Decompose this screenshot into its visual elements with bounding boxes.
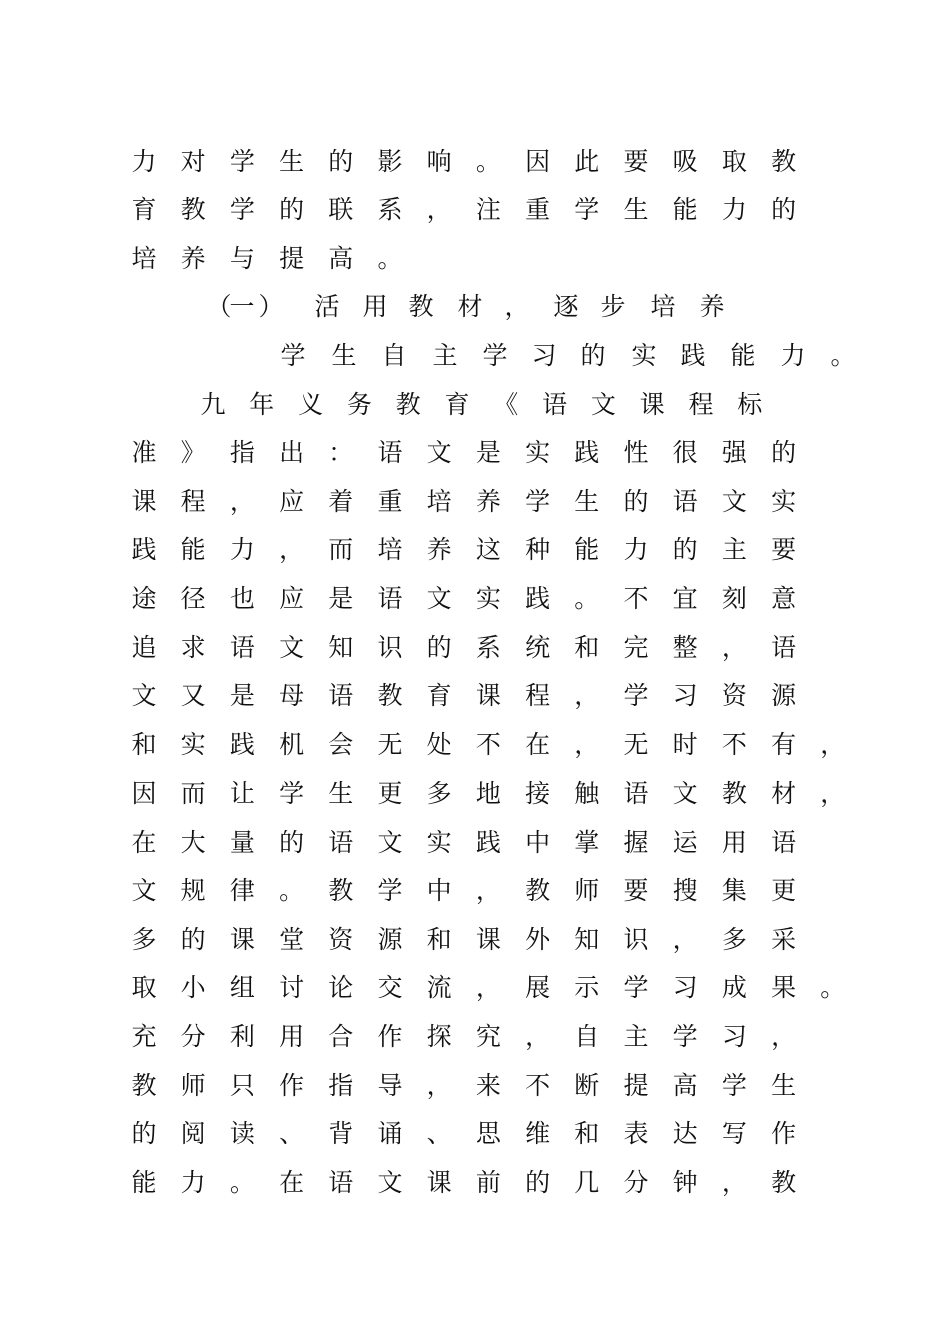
text-char: ，: [574, 681, 600, 710]
text-char: 生: [574, 487, 600, 516]
text-char: 因: [525, 147, 551, 176]
text-char: 力: [780, 341, 806, 370]
text-char: 与: [229, 244, 255, 273]
text-char: 学: [280, 341, 306, 370]
text-char: 果: [771, 973, 797, 1002]
text-char: ，: [820, 730, 846, 759]
text-char: 程: [688, 390, 714, 419]
text-char: 机: [279, 730, 305, 759]
text-char: 律: [229, 876, 255, 905]
text-char: 主: [432, 341, 458, 370]
text-char: 生: [328, 779, 354, 808]
text-char: 教: [395, 390, 421, 419]
text-char: 追: [131, 633, 157, 662]
text-char: 课: [131, 487, 157, 516]
text-char: ，: [279, 535, 305, 564]
text-char: 践: [574, 438, 600, 467]
text-char: 高: [672, 1071, 698, 1100]
text-char: 文: [279, 633, 305, 662]
text-char: 大: [180, 828, 206, 857]
text-char: 学: [525, 487, 551, 516]
text-char: 写: [721, 1119, 747, 1148]
text-char: 也: [229, 584, 255, 613]
text-char: 文: [131, 876, 157, 905]
text-char: 务: [346, 390, 372, 419]
text-char: 指: [328, 1071, 354, 1100]
text-char: 触: [574, 779, 600, 808]
text-char: 。: [279, 876, 305, 905]
text-char: 习: [672, 681, 698, 710]
text-char: 握: [623, 828, 649, 857]
text-char: 源: [377, 925, 403, 954]
text-char: 学: [574, 195, 600, 224]
text-char: 的: [279, 195, 305, 224]
text-char: 着: [328, 487, 354, 516]
text-char: 此: [574, 147, 600, 176]
text-char: 成: [721, 973, 747, 1002]
text-char: 交: [377, 973, 403, 1002]
text-char: 和: [426, 925, 452, 954]
text-char: 力: [131, 147, 157, 176]
text-char: 探: [426, 1022, 452, 1051]
text-char: 作: [279, 1071, 305, 1100]
text-char: 语: [771, 633, 797, 662]
text-char: 生: [331, 341, 357, 370]
text-char: 材: [457, 292, 483, 321]
text-char: 是: [475, 438, 501, 467]
text-char: 育: [444, 390, 470, 419]
text-char: ，: [721, 633, 747, 662]
text-char: 知: [328, 633, 354, 662]
text-char: 实: [631, 341, 657, 370]
text-char: 教: [328, 876, 354, 905]
text-char: 要: [623, 876, 649, 905]
text-char: 习: [531, 341, 557, 370]
text-char: 教: [408, 292, 434, 321]
text-char: 读: [229, 1119, 255, 1148]
text-char: 途: [131, 584, 157, 613]
text-char: 语: [771, 828, 797, 857]
text-char: 培: [131, 244, 157, 273]
text-char: 刻: [721, 584, 747, 613]
text-char: 不: [623, 584, 649, 613]
text-char: 几: [574, 1168, 600, 1197]
text-char: 分: [623, 1168, 649, 1197]
text-char: 响: [426, 147, 452, 176]
text-char: 的: [279, 828, 305, 857]
text-char: 只: [229, 1071, 255, 1100]
text-char: 思: [475, 1119, 501, 1148]
text-char: 践: [229, 730, 255, 759]
text-char: ，: [229, 487, 255, 516]
text-char: 主: [721, 535, 747, 564]
text-char: 力: [721, 195, 747, 224]
text-char: ，: [525, 1022, 551, 1051]
text-char: 育: [131, 195, 157, 224]
text-char: 实: [525, 438, 551, 467]
text-char: 影: [377, 147, 403, 176]
text-char: 践: [525, 584, 551, 613]
text-char: 课: [475, 681, 501, 710]
text-char: 集: [721, 876, 747, 905]
text-char: 更: [771, 876, 797, 905]
text-char: 习: [672, 973, 698, 1002]
text-char: 学: [229, 195, 255, 224]
text-char: ，: [721, 1168, 747, 1197]
text-char: 教: [377, 681, 403, 710]
text-char: 因: [131, 779, 157, 808]
text-char: 取: [131, 973, 157, 1002]
text-char: 。: [830, 341, 856, 370]
text-char: 的: [426, 633, 452, 662]
text-char: 生: [771, 1071, 797, 1100]
text-char: 中: [426, 876, 452, 905]
text-char: 学: [482, 341, 508, 370]
text-char: 标: [737, 390, 763, 419]
text-char: 不: [475, 730, 501, 759]
text-char: ，: [475, 973, 501, 1002]
text-char: 学: [623, 681, 649, 710]
text-char: 强: [721, 438, 747, 467]
text-char: 的: [771, 195, 797, 224]
text-char: ，: [426, 1071, 452, 1100]
text-char: 整: [672, 633, 698, 662]
text-char: 论: [328, 973, 354, 1002]
text-char: 学: [721, 1071, 747, 1100]
text-char: 主: [623, 1022, 649, 1051]
text-char: 教: [131, 1071, 157, 1100]
text-char: 是: [229, 681, 255, 710]
text-char: 文: [131, 681, 157, 710]
text-char: 取: [721, 147, 747, 176]
text-char: 九: [200, 390, 226, 419]
text-char: 讨: [279, 973, 305, 1002]
text-char: 力: [229, 535, 255, 564]
text-char: 指: [229, 438, 255, 467]
text-char: 来: [475, 1071, 501, 1100]
text-char: 究: [475, 1022, 501, 1051]
text-char: 养: [426, 535, 452, 564]
text-char: 程: [180, 487, 206, 516]
text-char: 不: [525, 1071, 551, 1100]
text-char: 很: [672, 438, 698, 467]
text-char: 利: [229, 1022, 255, 1051]
text-char: 在: [279, 1168, 305, 1197]
text-char: 用: [279, 1022, 305, 1051]
text-char: 分: [180, 1022, 206, 1051]
text-char: 又: [180, 681, 206, 710]
text-char: 的: [623, 487, 649, 516]
text-char: 逐: [553, 292, 579, 321]
text-char: 力: [180, 1168, 206, 1197]
text-char: 源: [771, 681, 797, 710]
text-char: 育: [426, 681, 452, 710]
text-char: 培: [650, 292, 676, 321]
text-char: 小: [180, 973, 206, 1002]
text-char: 教: [180, 195, 206, 224]
text-char: 重: [525, 195, 551, 224]
text-char: 养: [475, 487, 501, 516]
text-char: 展: [525, 973, 551, 1002]
text-char: ，: [426, 195, 452, 224]
text-char: 的: [328, 147, 354, 176]
text-char: 完: [623, 633, 649, 662]
text-char: 在: [525, 730, 551, 759]
text-char: 的: [771, 438, 797, 467]
text-char: 践: [680, 341, 706, 370]
text-char: 识: [623, 925, 649, 954]
text-char: 对: [180, 147, 206, 176]
text-char: 合: [328, 1022, 354, 1051]
text-char: 。: [377, 244, 403, 273]
text-char: 让: [229, 779, 255, 808]
text-char: 师: [180, 1071, 206, 1100]
text-char: 钟: [672, 1168, 698, 1197]
text-char: 语: [672, 487, 698, 516]
text-char: 生: [279, 147, 305, 176]
text-char: 维: [525, 1119, 551, 1148]
text-char: ，: [771, 1022, 797, 1051]
text-char: 教: [771, 147, 797, 176]
text-char: 、: [279, 1119, 305, 1148]
text-char: 断: [574, 1071, 600, 1100]
text-char: 识: [377, 633, 403, 662]
text-char: 学: [229, 147, 255, 176]
text-char: 达: [672, 1119, 698, 1148]
text-char: 文: [377, 828, 403, 857]
text-char: 学: [377, 876, 403, 905]
text-char: 径: [180, 584, 206, 613]
text-char: 语: [229, 633, 255, 662]
text-char: 年: [249, 390, 275, 419]
text-char: 课: [426, 1168, 452, 1197]
text-char: 实: [426, 828, 452, 857]
text-char: 《: [493, 390, 519, 419]
text-char: （: [206, 292, 232, 321]
text-char: 文: [426, 584, 452, 613]
text-char: 是: [328, 584, 354, 613]
text-char: 》: [180, 438, 206, 467]
text-char: 处: [426, 730, 452, 759]
text-char: 示: [574, 973, 600, 1002]
text-char: 语: [328, 828, 354, 857]
text-char: 文: [590, 390, 616, 419]
text-char: 更: [377, 779, 403, 808]
text-char: 提: [623, 1071, 649, 1100]
text-char: 要: [623, 147, 649, 176]
text-char: 学: [279, 779, 305, 808]
text-char: 学: [672, 1022, 698, 1051]
text-char: 语: [328, 681, 354, 710]
text-char: 一: [229, 292, 255, 321]
text-char: 能: [131, 1168, 157, 1197]
text-char: 中: [525, 828, 551, 857]
text-char: 生: [623, 195, 649, 224]
text-char: 文: [426, 438, 452, 467]
text-char: 运: [672, 828, 698, 857]
text-char: 养: [180, 244, 206, 273]
text-char: 背: [328, 1119, 354, 1148]
text-char: 自: [574, 1022, 600, 1051]
text-char: ，: [504, 292, 530, 321]
text-char: 无: [623, 730, 649, 759]
text-char: 有: [771, 730, 797, 759]
text-char: 学: [623, 973, 649, 1002]
text-char: 采: [771, 925, 797, 954]
text-char: 不: [721, 730, 747, 759]
text-char: 能: [672, 195, 698, 224]
text-char: 母: [279, 681, 305, 710]
text-char: 。: [475, 147, 501, 176]
text-char: 实: [771, 487, 797, 516]
text-char: 系: [475, 633, 501, 662]
text-char: 培: [426, 487, 452, 516]
text-char: ：: [328, 438, 354, 467]
text-char: 作: [377, 1022, 403, 1051]
text-char: 系: [377, 195, 403, 224]
text-char: 时: [672, 730, 698, 759]
text-char: 前: [475, 1168, 501, 1197]
text-char: 联: [328, 195, 354, 224]
text-char: 规: [180, 876, 206, 905]
text-char: 和: [574, 1119, 600, 1148]
text-char: 用: [721, 828, 747, 857]
text-char: 教: [771, 1168, 797, 1197]
text-char: 组: [229, 973, 255, 1002]
text-char: 语: [377, 584, 403, 613]
text-char: 师: [574, 876, 600, 905]
text-char: 统: [525, 633, 551, 662]
text-char: 充: [131, 1022, 157, 1051]
text-char: 宜: [672, 584, 698, 613]
text-char: 和: [131, 730, 157, 759]
text-char: 语: [542, 390, 568, 419]
text-char: 能: [730, 341, 756, 370]
text-char: 在: [131, 828, 157, 857]
text-char: 课: [229, 925, 255, 954]
text-char: 的: [131, 1119, 157, 1148]
text-char: 能: [574, 535, 600, 564]
text-char: ，: [475, 876, 501, 905]
text-char: 的: [525, 1168, 551, 1197]
text-char: 多: [721, 925, 747, 954]
text-char: 接: [525, 779, 551, 808]
text-char: 。: [229, 1168, 255, 1197]
text-char: 提: [279, 244, 305, 273]
text-char: 多: [131, 925, 157, 954]
text-char: 课: [475, 925, 501, 954]
text-char: 多: [426, 779, 452, 808]
text-char: 导: [377, 1071, 403, 1100]
text-char: 注: [475, 195, 501, 224]
text-char: 实: [180, 730, 206, 759]
text-char: 这: [475, 535, 501, 564]
text-char: 养: [699, 292, 725, 321]
text-char: 重: [377, 487, 403, 516]
text-char: 地: [475, 779, 501, 808]
text-char: 高: [328, 244, 354, 273]
text-char: 阅: [180, 1119, 206, 1148]
text-char: 实: [475, 584, 501, 613]
text-char: 流: [426, 973, 452, 1002]
text-char: 语: [377, 438, 403, 467]
text-char: 的: [180, 925, 206, 954]
text-char: 和: [574, 633, 600, 662]
text-char: 程: [525, 681, 551, 710]
text-char: ）: [258, 292, 284, 321]
text-char: 准: [131, 438, 157, 467]
text-char: 践: [131, 535, 157, 564]
text-char: 文: [377, 1168, 403, 1197]
text-char: 搜: [672, 876, 698, 905]
text-char: 而: [180, 779, 206, 808]
text-char: 活: [314, 292, 340, 321]
text-char: 掌: [574, 828, 600, 857]
text-char: 外: [525, 925, 551, 954]
text-char: 。: [820, 973, 846, 1002]
text-char: 量: [229, 828, 255, 857]
text-char: 语: [328, 1168, 354, 1197]
text-char: 作: [771, 1119, 797, 1148]
text-char: 步: [600, 292, 626, 321]
text-char: 应: [279, 487, 305, 516]
text-char: 要: [771, 535, 797, 564]
text-char: 知: [574, 925, 600, 954]
text-char: 材: [771, 779, 797, 808]
text-char: 种: [525, 535, 551, 564]
text-char: 无: [377, 730, 403, 759]
text-char: 用: [362, 292, 388, 321]
text-char: ，: [574, 730, 600, 759]
text-char: 语: [623, 779, 649, 808]
text-char: 吸: [672, 147, 698, 176]
text-char: 出: [279, 438, 305, 467]
text-char: ，: [820, 779, 846, 808]
text-char: 应: [279, 584, 305, 613]
text-char: 自: [381, 341, 407, 370]
text-char: 践: [475, 828, 501, 857]
text-char: 。: [574, 584, 600, 613]
text-char: 的: [580, 341, 606, 370]
text-char: ，: [672, 925, 698, 954]
text-char: 表: [623, 1119, 649, 1148]
text-char: 诵: [377, 1119, 403, 1148]
text-char: 资: [328, 925, 354, 954]
text-char: 力: [623, 535, 649, 564]
text-char: 教: [721, 779, 747, 808]
text-char: 的: [672, 535, 698, 564]
text-char: 能: [180, 535, 206, 564]
text-char: 堂: [279, 925, 305, 954]
text-char: 求: [180, 633, 206, 662]
text-char: 文: [721, 487, 747, 516]
text-char: 文: [672, 779, 698, 808]
text-char: 义: [298, 390, 324, 419]
text-char: 意: [771, 584, 797, 613]
text-char: 、: [426, 1119, 452, 1148]
text-char: 会: [328, 730, 354, 759]
text-char: 教: [525, 876, 551, 905]
text-char: 习: [721, 1022, 747, 1051]
text-char: 课: [639, 390, 665, 419]
text-char: 性: [623, 438, 649, 467]
text-char: 而: [328, 535, 354, 564]
text-char: 培: [377, 535, 403, 564]
text-char: 资: [721, 681, 747, 710]
